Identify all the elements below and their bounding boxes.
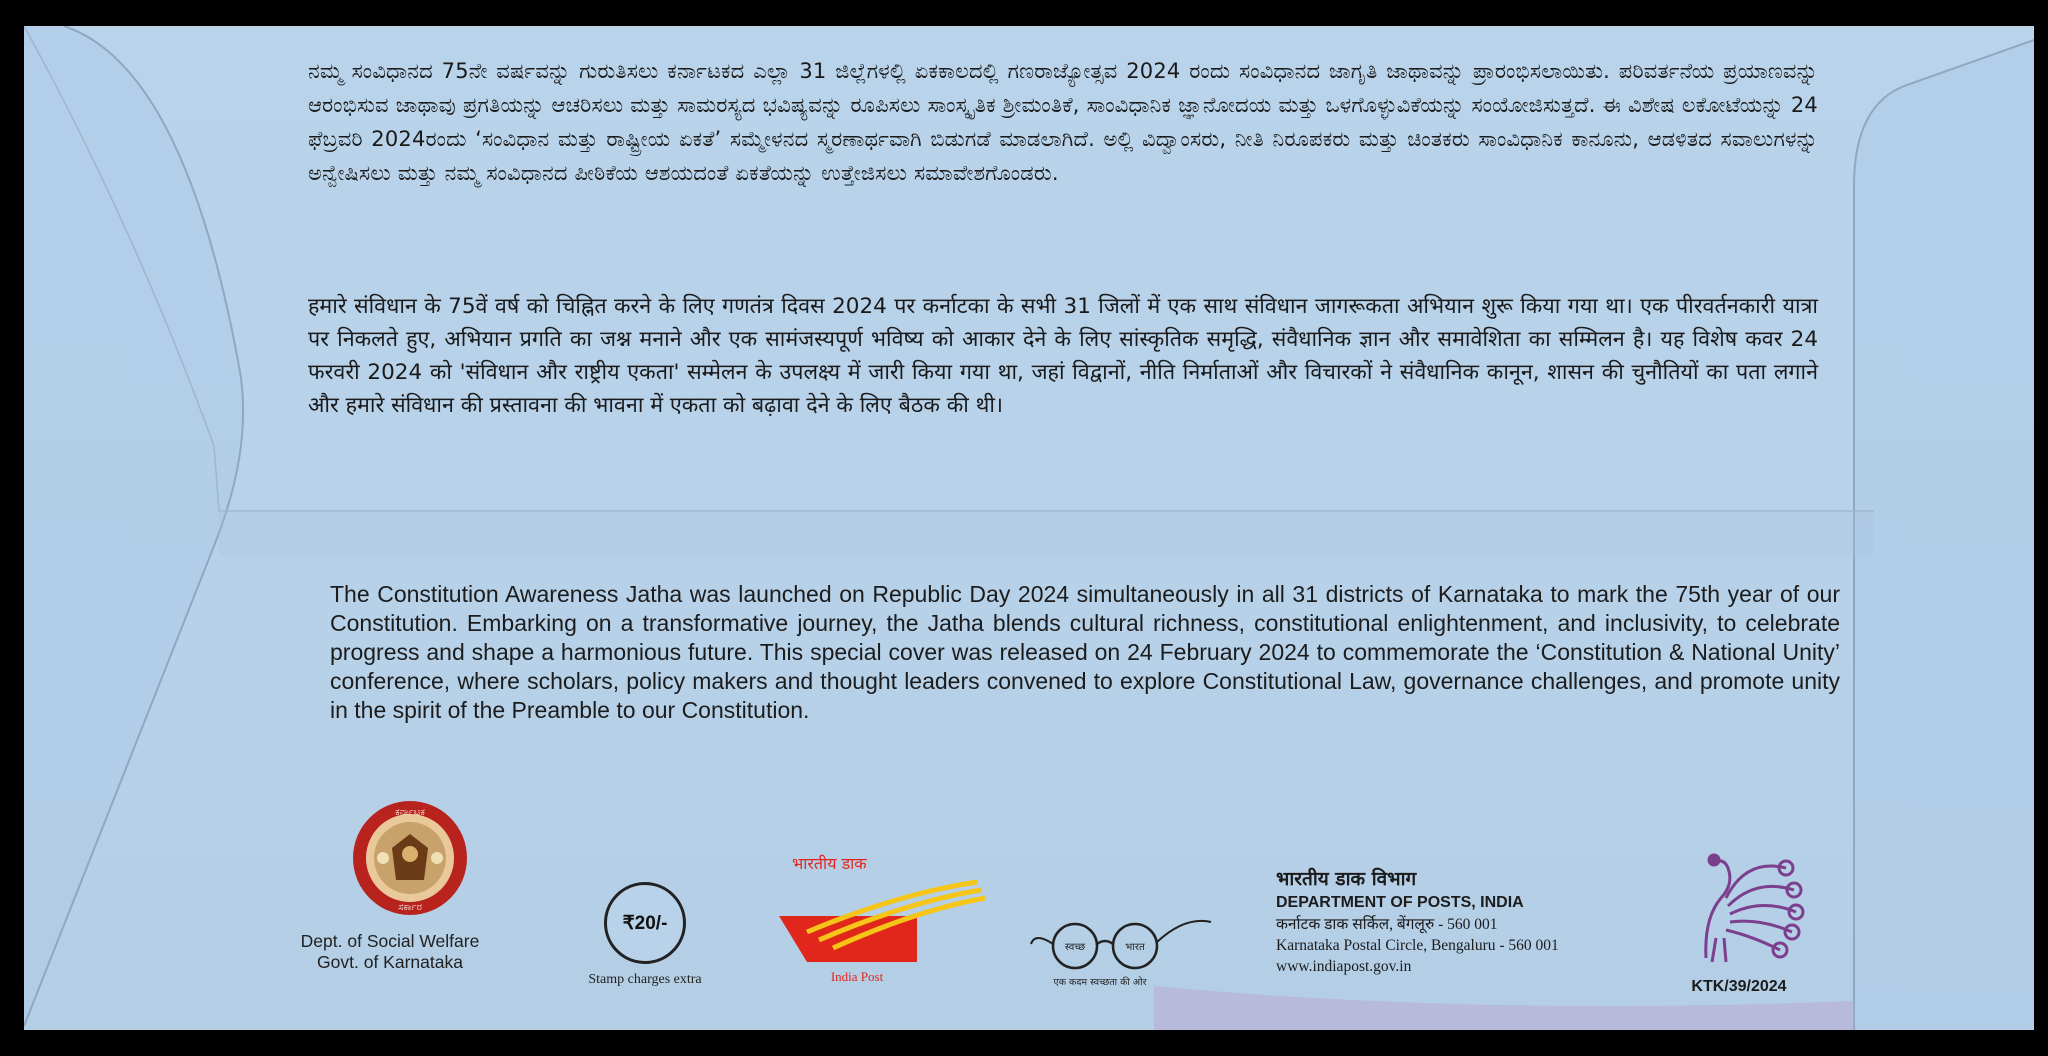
karnataka-emblem-icon: [350, 798, 470, 918]
india-post-logo-icon: [767, 874, 987, 964]
hindi-paragraph: हमारे संविधान के 75वें वर्ष को चिह्नित करने के लिए गणतंत्र दिवस 2024 पर कर्नाटका के सभी 31 जिलों में एक साथ संविधान जागरूकता अभियान शुरू किया गया था। एक पीरवर्तनकारी यात्रा पर निकलते हुए, अभियान प्रगति का जश्न मनाने और एक सामंजस्यपूर्ण भविष्य को आकार देने के लिए सांस्कृतिक समृद्धि, संवैधानिक ज्ञान और समावेशिता का सम्मिलन है। यह विशेष कवर 24 फरवरी 2024 को 'संविधान और राष्ट्रीय एकता' सम्मेलन के उपलक्ष्य में जारी किया गया था, जहां विद्वानों, नीति निर्माताओं और विचारकों ने संवैधानिक कानून, शासन की चुनौतियों का पता लगाने और हमारे संविधान की प्रस्तावना की भावना में एकता को बढ़ावा देने के लिए बैठक की थी।: [308, 294, 1818, 418]
department-hindi-address: कर्नाटक डाक सर्किल, बेंगलूरु - 560 001: [1276, 916, 1498, 933]
emblem-bottom-text: ಸರ್ಕಾರ: [398, 902, 422, 913]
swachh-bharat-block: [1020, 914, 1220, 988]
social-welfare-line1: Dept. of Social Welfare: [300, 931, 480, 951]
cover-code: KTK/39/2024: [1691, 978, 1787, 995]
department-website: www.indiapost.gov.in: [1276, 958, 1412, 975]
department-english-title: DEPARTMENT OF POSTS, INDIA: [1276, 894, 1524, 911]
department-of-posts-block: [1276, 866, 1696, 977]
department-hindi-title: भारतीय डाक विभाग: [1276, 868, 1417, 890]
stamp-caption: Stamp charges extra: [588, 972, 702, 987]
emblem-top-text: ಕರ್ನಾಟಕ: [395, 807, 425, 818]
swachh-bharat-glasses-icon: [1025, 914, 1215, 970]
envelope-back: [24, 26, 2034, 1030]
swachh-left-text: स्वच्छ: [1064, 942, 1086, 953]
india-post-caption: India Post: [830, 969, 884, 984]
stamp-price: ₹20/-: [622, 912, 668, 934]
india-post-block: [762, 852, 992, 985]
social-welfare-block: [290, 798, 490, 973]
swachh-right-text: भारत: [1125, 942, 1145, 953]
kannada-paragraph: ನಮ್ಮ ಸಂವಿಧಾನದ 75ನೇ ವರ್ಷವನ್ನು ಗುರುತಿಸಲು ಕರ್ನಾಟಕದ ಎಲ್ಲಾ 31 ಜಿಲ್ಲೆಗಳಲ್ಲಿ ಏಕಕಾಲದಲ್ಲಿ ಗಣರಾಜ್ಯೋತ್ಸವ 2024 ರಂದು ಸಂವಿಧಾನದ ಜಾಗೃತಿ ಜಾಥಾವನ್ನು ಪ್ರಾರಂಭಿಸಲಾಯಿತು. ಪರಿವರ್ತನೆಯ ಪ್ರಯಾಣವನ್ನು ಆರಂಭಿಸುವ ಜಾಥಾವು ಪ್ರಗತಿಯನ್ನು ಆಚರಿಸಲು ಮತ್ತು ಸಾಮರಸ್ಯದ ಭವಿಷ್ಯವನ್ನು ರೂಪಿಸಲು ಸಾಂಸ್ಕೃತಿಕ ಶ್ರೀಮಂತಿಕೆ, ಸಾಂವಿಧಾನಿಕ ಜ್ಞಾನೋದಯ ಮತ್ತು ಒಳಗೊಳ್ಳುವಿಕೆಯನ್ನು ಸಂಯೋಜಿಸುತ್ತದೆ. ಈ ವಿಶೇಷ ಲಕೋಟೆಯನ್ನು 24 ಫೆಬ್ರವರಿ 2024ರಂದು ‘ಸಂವಿಧಾನ ಮತ್ತು ರಾಷ್ಟ್ರೀಯ ಏಕತೆ’ ಸಮ್ಮೇಳನದ ಸ್ಮರಣಾರ್ಥವಾಗಿ ಬಿಡುಗಡೆ ಮಾಡಲಾಗಿದೆ. ಅಲ್ಲಿ ವಿದ್ವಾಂಸರು, ನೀತಿ ನಿರೂಪಕರು ಮತ್ತು ಚಿಂತಕರು ಸಾಂವಿಧಾನಿಕ ಕಾನೂನು, ಆಡಳಿತದ ಸವಾಲುಗಳನ್ನು ಅನ್ವೇಷಿಸಲು ಮತ್ತು ನಮ್ಮ ಸಂವಿಧಾನದ ಪೀಠಿಕೆಯ ಆಶಯದಂತೆ ಏಕತೆಯನ್ನು ಉತ್ತೇಜಿಸಲು ಸಮಾವೇಶಗೊಂಡರು.: [308, 59, 1818, 185]
peacock-logo-icon: [1676, 838, 1806, 968]
swachh-caption: एक कदम स्वच्छता की ओर: [1053, 977, 1147, 988]
stamp-price-block: [560, 882, 730, 988]
india-post-hindi-label: भारतीय डाक: [792, 854, 867, 873]
english-paragraph: The Constitution Awareness Jatha was launched on Republic Day 2024 simultaneously in all 31 districts of Karnataka to mark the 75th year of our Constitution. Embarking on a transformative journey, the Jatha blends cultural richness, constitutional enlightenment, and inclusivity, to celebrate progress and shape a harmonious future. This special cover was released on 24 February 2024 to commemorate the ‘Constitution & National Unity’ conference, where scholars, policy makers and thought leaders convened to explore Constitutional Law, governance challenges, and promote unity in the spirit of the Preamble to our Constitution.: [330, 581, 1840, 723]
social-welfare-line2: Govt. of Karnataka: [317, 952, 463, 972]
stamp-price-circle: [604, 882, 686, 964]
department-english-address: Karnataka Postal Circle, Bengaluru - 560 001: [1276, 937, 1559, 954]
